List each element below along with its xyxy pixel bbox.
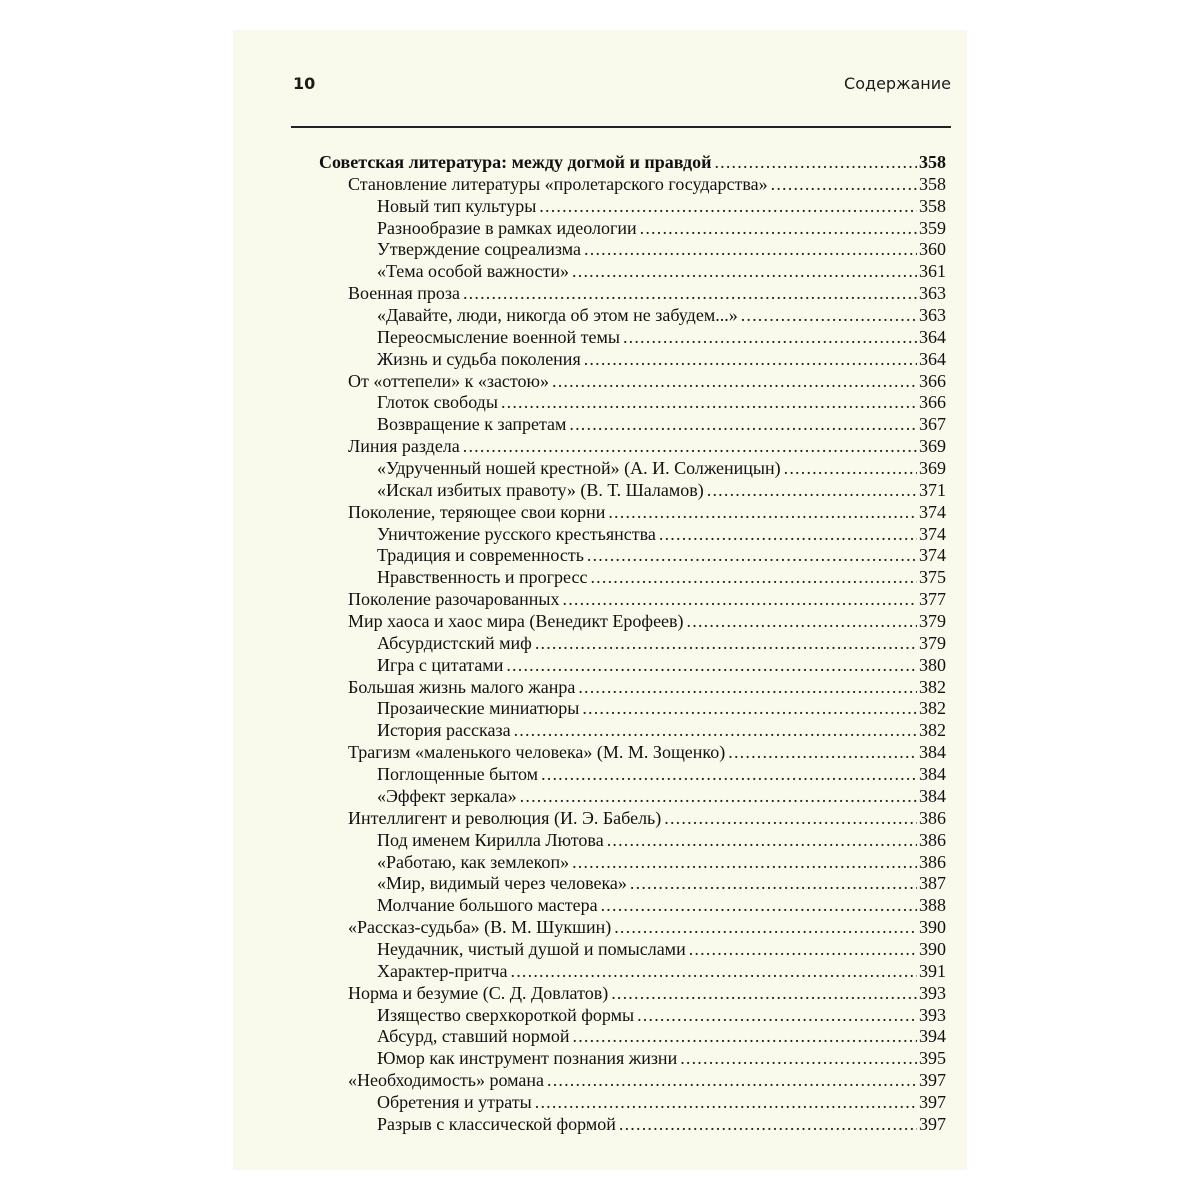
toc-entry-title: «Рассказ-судьба» (В. М. Шукшин) bbox=[348, 917, 612, 938]
toc-entry-page: 375 bbox=[919, 567, 946, 588]
toc-entry-title: Изящество сверхкороткой формы bbox=[377, 1004, 635, 1025]
toc-entry-page: 390 bbox=[919, 917, 946, 938]
dot-leader bbox=[535, 1092, 917, 1114]
toc-entry-title: «Необходимость» романа bbox=[348, 1070, 544, 1091]
toc-entry-page: 358 bbox=[919, 173, 946, 194]
toc-entry bbox=[319, 1026, 946, 1048]
toc-entry bbox=[319, 218, 946, 240]
dot-leader bbox=[630, 873, 917, 895]
toc-entry-page: 384 bbox=[919, 742, 946, 763]
dot-leader bbox=[535, 633, 917, 655]
toc-entry bbox=[319, 1092, 946, 1114]
toc-entry-page: 369 bbox=[919, 436, 946, 457]
toc-entry-page: 386 bbox=[919, 851, 946, 872]
toc-entry-page: 397 bbox=[919, 1113, 946, 1134]
toc-entry bbox=[319, 611, 946, 633]
toc-entry bbox=[319, 1048, 946, 1070]
toc-entry bbox=[319, 589, 946, 611]
toc-entry bbox=[319, 239, 946, 261]
dot-leader bbox=[520, 786, 917, 808]
toc-entry-page: 397 bbox=[919, 1070, 946, 1091]
toc-entry bbox=[319, 502, 946, 524]
book-page bbox=[233, 30, 967, 1170]
toc-entry-page: 393 bbox=[919, 982, 946, 1003]
toc-entry-title: «Давайте, люди, никогда об этом не забудем...» bbox=[377, 305, 738, 326]
toc-entry bbox=[319, 152, 946, 174]
dot-leader bbox=[607, 830, 917, 852]
toc-entry-title: Большая жизнь малого жанра bbox=[348, 676, 576, 697]
toc-entry-title: Утверждение соцреализма bbox=[377, 239, 582, 260]
toc-entry bbox=[319, 720, 946, 742]
toc-entry-page: 377 bbox=[919, 589, 946, 610]
toc-entry-page: 386 bbox=[919, 807, 946, 828]
dot-leader bbox=[506, 655, 917, 677]
toc-entry-page: 359 bbox=[919, 217, 946, 238]
toc-entry-page: 387 bbox=[919, 873, 946, 894]
toc-entry-page: 364 bbox=[919, 326, 946, 347]
toc-entry-title: Военная проза bbox=[348, 283, 460, 304]
toc-entry-page: 384 bbox=[919, 785, 946, 806]
toc-entry-title: Становление литературы «пролетарского государства» bbox=[348, 173, 768, 194]
dot-leader bbox=[664, 808, 917, 830]
dot-leader bbox=[563, 589, 918, 611]
toc-entry-page: 380 bbox=[919, 654, 946, 675]
toc-entry bbox=[319, 371, 946, 393]
running-head bbox=[291, 72, 953, 96]
toc-entry bbox=[319, 545, 946, 567]
toc-entry bbox=[319, 895, 946, 917]
toc-entry bbox=[319, 327, 946, 349]
dot-leader bbox=[784, 458, 917, 480]
toc-entry bbox=[319, 458, 946, 480]
dot-leader bbox=[741, 305, 917, 327]
toc-entry-page: 397 bbox=[919, 1091, 946, 1112]
toc-entry bbox=[319, 567, 946, 589]
toc-entry bbox=[319, 786, 946, 808]
toc-entry-title: Уничтожение русского крестьянства bbox=[377, 523, 656, 544]
dot-leader bbox=[552, 371, 917, 393]
toc-entry bbox=[319, 655, 946, 677]
dot-leader bbox=[547, 1070, 917, 1092]
toc-entry-page: 379 bbox=[919, 632, 946, 653]
toc-entry-page: 363 bbox=[919, 305, 946, 326]
dot-leader bbox=[640, 218, 917, 240]
toc-entry bbox=[319, 196, 946, 218]
toc-entry bbox=[319, 349, 946, 371]
toc-entry-page: 363 bbox=[919, 283, 946, 304]
toc-entry-title: Юмор как инструмент познания жизни bbox=[377, 1048, 678, 1069]
dot-leader bbox=[680, 1048, 917, 1070]
toc-entry-page: 390 bbox=[919, 938, 946, 959]
toc-entry-page: 393 bbox=[919, 1004, 946, 1025]
toc-entry bbox=[319, 633, 946, 655]
toc-entry-page: 395 bbox=[919, 1048, 946, 1069]
header-rule bbox=[291, 126, 951, 128]
toc-entry bbox=[319, 873, 946, 895]
toc-entry-title: Линия раздела bbox=[348, 436, 460, 457]
page-number: 10 bbox=[293, 74, 316, 93]
dot-leader bbox=[511, 961, 917, 983]
toc-entry-title: История рассказа bbox=[377, 720, 511, 741]
toc-entry-page: 384 bbox=[919, 764, 946, 785]
toc-entry bbox=[319, 852, 946, 874]
toc-entry bbox=[319, 480, 946, 502]
toc-entry-page: 382 bbox=[919, 698, 946, 719]
dot-leader bbox=[582, 698, 917, 720]
dot-leader bbox=[689, 939, 917, 961]
toc-entry-title: Мир хаоса и хаос мира (Венедикт Ерофеев) bbox=[348, 611, 684, 632]
toc-entry bbox=[319, 698, 946, 720]
dot-leader bbox=[659, 524, 917, 546]
toc-entry-title: Советская литература: между догмой и правдой bbox=[319, 152, 712, 172]
toc-entry-page: 394 bbox=[919, 1026, 946, 1047]
dot-leader bbox=[584, 349, 917, 371]
toc-entry bbox=[319, 305, 946, 327]
toc-entry bbox=[319, 1114, 946, 1136]
toc-entry bbox=[319, 392, 946, 414]
toc-entry bbox=[319, 808, 946, 830]
dot-leader bbox=[619, 1114, 917, 1136]
dot-leader bbox=[611, 983, 917, 1005]
toc-entry-page: 366 bbox=[919, 392, 946, 413]
toc-entry-title: Жизнь и судьба поколения bbox=[377, 348, 581, 369]
toc-entry bbox=[319, 283, 946, 305]
dot-leader bbox=[578, 677, 917, 699]
toc-entry-title: Интеллигент и революция (И. Э. Бабель) bbox=[348, 807, 662, 828]
dot-leader bbox=[608, 502, 917, 524]
toc-entry-title: Поколение, теряющее свои корни bbox=[348, 501, 606, 522]
dot-leader bbox=[539, 196, 917, 218]
toc-entry bbox=[319, 261, 946, 283]
toc-entry-title: «Тема особой важности» bbox=[377, 261, 570, 282]
toc-entry-page: 374 bbox=[919, 501, 946, 522]
table-of-contents bbox=[319, 152, 946, 1136]
dot-leader bbox=[541, 764, 917, 786]
dot-leader bbox=[501, 392, 917, 414]
toc-entry bbox=[319, 961, 946, 983]
toc-entry bbox=[319, 524, 946, 546]
toc-entry bbox=[319, 677, 946, 699]
dot-leader bbox=[687, 611, 917, 633]
toc-entry-title: Нравственность и прогресс bbox=[377, 567, 588, 588]
toc-entry-title: «Работаю, как землекоп» bbox=[377, 851, 570, 872]
toc-entry bbox=[319, 939, 946, 961]
dot-leader bbox=[587, 545, 917, 567]
dot-leader bbox=[728, 742, 917, 764]
toc-entry-page: 366 bbox=[919, 370, 946, 391]
dot-leader bbox=[572, 852, 917, 874]
toc-entry bbox=[319, 174, 946, 196]
toc-entry-title: «Искал избитых правоту» (В. Т. Шаламов) bbox=[377, 479, 704, 500]
toc-entry-title: «Мир, видимый через человека» bbox=[377, 873, 627, 894]
toc-entry-title: Игра с цитатами bbox=[377, 654, 504, 675]
toc-entry bbox=[319, 1070, 946, 1092]
toc-entry bbox=[319, 742, 946, 764]
dot-leader bbox=[463, 283, 917, 305]
toc-entry-title: Глоток свободы bbox=[377, 392, 498, 413]
toc-entry-page: 388 bbox=[919, 895, 946, 916]
dot-leader bbox=[569, 414, 917, 436]
toc-entry bbox=[319, 830, 946, 852]
dot-leader bbox=[771, 174, 917, 196]
toc-entry-page: 364 bbox=[919, 348, 946, 369]
toc-entry-title: Неудачник, чистый душой и помыслами bbox=[377, 938, 686, 959]
toc-entry-page: 379 bbox=[919, 611, 946, 632]
toc-entry-page: 386 bbox=[919, 829, 946, 850]
toc-entry-page: 371 bbox=[919, 479, 946, 500]
toc-entry-title: От «оттепели» к «застою» bbox=[348, 370, 549, 391]
dot-leader bbox=[590, 567, 917, 589]
toc-entry bbox=[319, 983, 946, 1005]
dot-leader bbox=[637, 1005, 917, 1027]
dot-leader bbox=[614, 917, 917, 939]
toc-entry bbox=[319, 436, 946, 458]
dot-leader bbox=[601, 895, 917, 917]
dot-leader bbox=[463, 436, 917, 458]
toc-entry-title: Абсурд, ставший нормой bbox=[377, 1026, 570, 1047]
toc-entry-title: Возвращение к запретам bbox=[377, 414, 567, 435]
toc-entry bbox=[319, 1005, 946, 1027]
toc-entry-title: Новый тип культуры bbox=[377, 195, 537, 216]
toc-entry-title: Переосмысление военной темы bbox=[377, 326, 620, 347]
toc-entry-page: 358 bbox=[919, 152, 946, 172]
dot-leader bbox=[623, 327, 917, 349]
dot-leader bbox=[584, 239, 917, 261]
toc-entry bbox=[319, 917, 946, 939]
toc-entry-title: Молчание большого мастера bbox=[377, 895, 598, 916]
toc-entry-page: 369 bbox=[919, 458, 946, 479]
dot-leader bbox=[514, 720, 917, 742]
dot-leader bbox=[714, 152, 917, 174]
dot-leader bbox=[572, 261, 917, 283]
toc-entry bbox=[319, 764, 946, 786]
toc-entry-page: 361 bbox=[919, 261, 946, 282]
dot-leader bbox=[573, 1026, 918, 1048]
toc-entry bbox=[319, 414, 946, 436]
dot-leader bbox=[707, 480, 917, 502]
toc-entry-title: Прозаические миниатюры bbox=[377, 698, 580, 719]
toc-entry-page: 382 bbox=[919, 676, 946, 697]
toc-entry-page: 358 bbox=[919, 195, 946, 216]
toc-entry-title: Поглощенные бытом bbox=[377, 764, 539, 785]
toc-entry-title: Обретения и утраты bbox=[377, 1091, 532, 1112]
toc-entry-title: «Эффект зеркала» bbox=[377, 785, 517, 806]
toc-entry-title: Поколение разочарованных bbox=[348, 589, 560, 610]
toc-entry-title: Характер-притча bbox=[377, 960, 508, 981]
toc-entry-page: 382 bbox=[919, 720, 946, 741]
toc-entry-page: 391 bbox=[919, 960, 946, 981]
section-title: Содержание bbox=[844, 74, 951, 93]
toc-entry-page: 367 bbox=[919, 414, 946, 435]
toc-entry-title: Трагизм «маленького человека» (М. М. Зощенко) bbox=[348, 742, 726, 763]
toc-entry-page: 360 bbox=[919, 239, 946, 260]
toc-entry-title: Разнообразие в рамках идеологии bbox=[377, 217, 637, 238]
toc-entry-title: Под именем Кирилла Лютова bbox=[377, 829, 604, 850]
toc-entry-page: 374 bbox=[919, 523, 946, 544]
toc-entry-title: Разрыв с классической формой bbox=[377, 1113, 616, 1134]
toc-entry-title: Традиция и современность bbox=[377, 545, 584, 566]
toc-entry-page: 374 bbox=[919, 545, 946, 566]
toc-entry-title: «Удрученный ношей крестной» (А. И. Солженицын) bbox=[377, 458, 781, 479]
toc-entry-title: Абсурдистский миф bbox=[377, 632, 532, 653]
toc-entry-title: Норма и безумие (С. Д. Довлатов) bbox=[348, 982, 609, 1003]
